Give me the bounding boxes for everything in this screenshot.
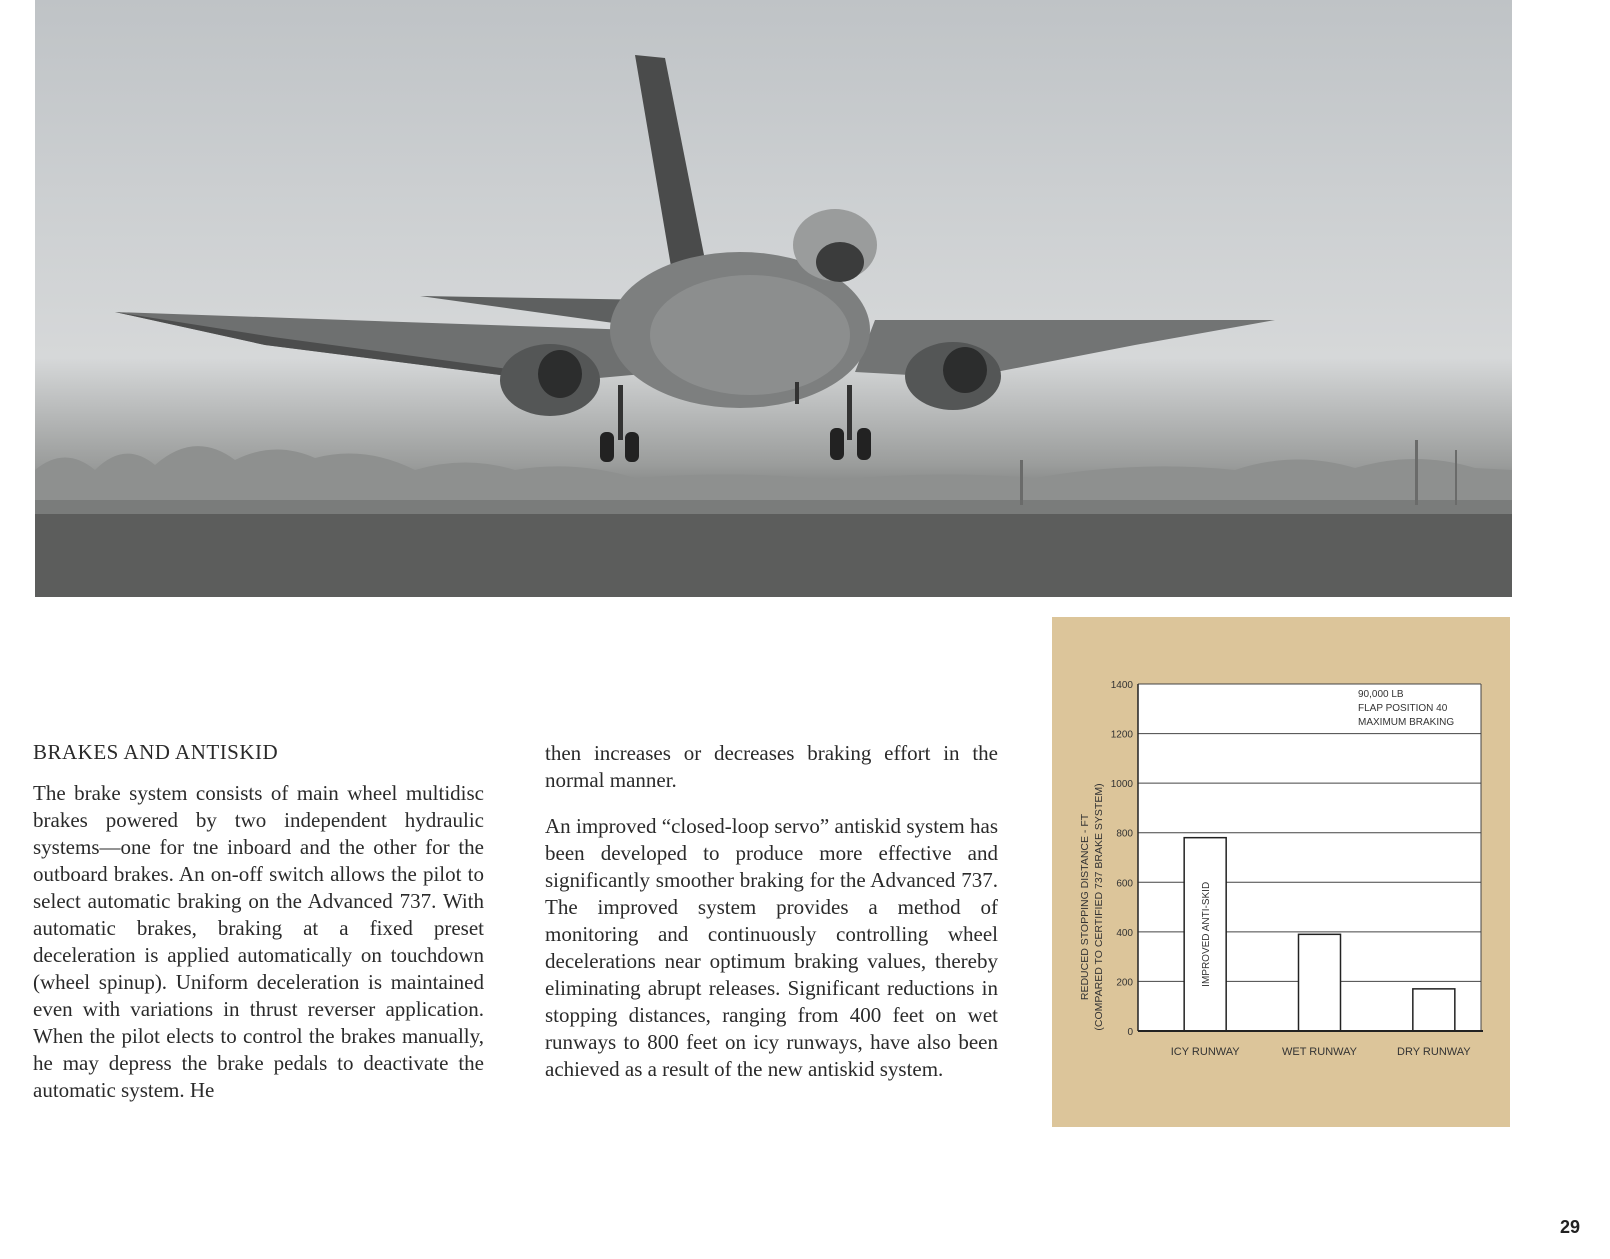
y-tick-label: 400 — [1116, 927, 1133, 939]
chart-annotation-braking: MAXIMUM BRAKING — [1358, 717, 1455, 728]
chart-annotation-flap: FLAP POSITION 40 — [1358, 703, 1448, 714]
y-axis-label: REDUCED STOPPING DISTANCE - FT — [1079, 813, 1091, 1001]
airplane-illustration — [35, 0, 1512, 597]
x-tick-label: WET RUNWAY — [1282, 1046, 1357, 1058]
chart-annotation-weight: 90,000 LB — [1358, 689, 1404, 700]
y-tick-label: 1200 — [1110, 729, 1133, 741]
stopping-distance-chart — [1052, 617, 1510, 1127]
chart-canvas — [1052, 617, 1510, 1127]
page-number: 29 — [1560, 1217, 1581, 1237]
y-tick-label: 600 — [1116, 878, 1133, 890]
body-paragraph: then increases or decreases braking effort in the normal manner. — [545, 741, 998, 792]
bar-label: IMPROVED ANTI-SKID — [1201, 881, 1213, 987]
y-tick-label: 200 — [1116, 977, 1133, 989]
section-heading: BRAKES AND ANTISKID — [33, 740, 279, 764]
body-paragraph: The brake system consists of main wheel multidisc brakes powered by two independent hydraulic systems—one for tne inboard and the other for the outboard brakes. An on-off switch allows the pilot to select automatic braking on the Advanced 737. With automatic brakes, braking at a fixed preset deceleration is applied automatically on touchdown (wheel spinup). Uniform deceleration is maintained even with variations in thrust reverser application. When the pilot elects to control the brakes manually, he may depress the brake pedals to deactivate the automatic system. He — [33, 781, 484, 1102]
bar — [1413, 989, 1455, 1031]
bar — [1299, 934, 1341, 1031]
body-paragraph: An improved “closed-loop servo” antiskid system has been developed to produce more effective and significantly smoother braking for the Advanced 737. The improved system provides a method of monitoring and continuously controlling wheel decelerations near optimum braking values, thereby eliminating abrupt releases. Significant reductions in stopping distances, ranging from 400 feet on wet runways to 800 feet on icy runways, have also been achieved as a result of the new antiskid system. — [545, 814, 998, 1081]
y-tick-label: 800 — [1116, 828, 1133, 840]
airplane-landing-photo — [35, 0, 1512, 597]
x-tick-label: DRY RUNWAY — [1397, 1046, 1471, 1058]
x-tick-label: ICY RUNWAY — [1170, 1046, 1240, 1058]
y-axis-label-subtitle: (COMPARED TO CERTIFIED 737 BRAKE SYSTEM) — [1093, 783, 1105, 1031]
y-tick-label: 1400 — [1110, 680, 1133, 691]
y-tick-label: 0 — [1127, 1027, 1133, 1038]
y-tick-label: 1000 — [1110, 779, 1133, 791]
